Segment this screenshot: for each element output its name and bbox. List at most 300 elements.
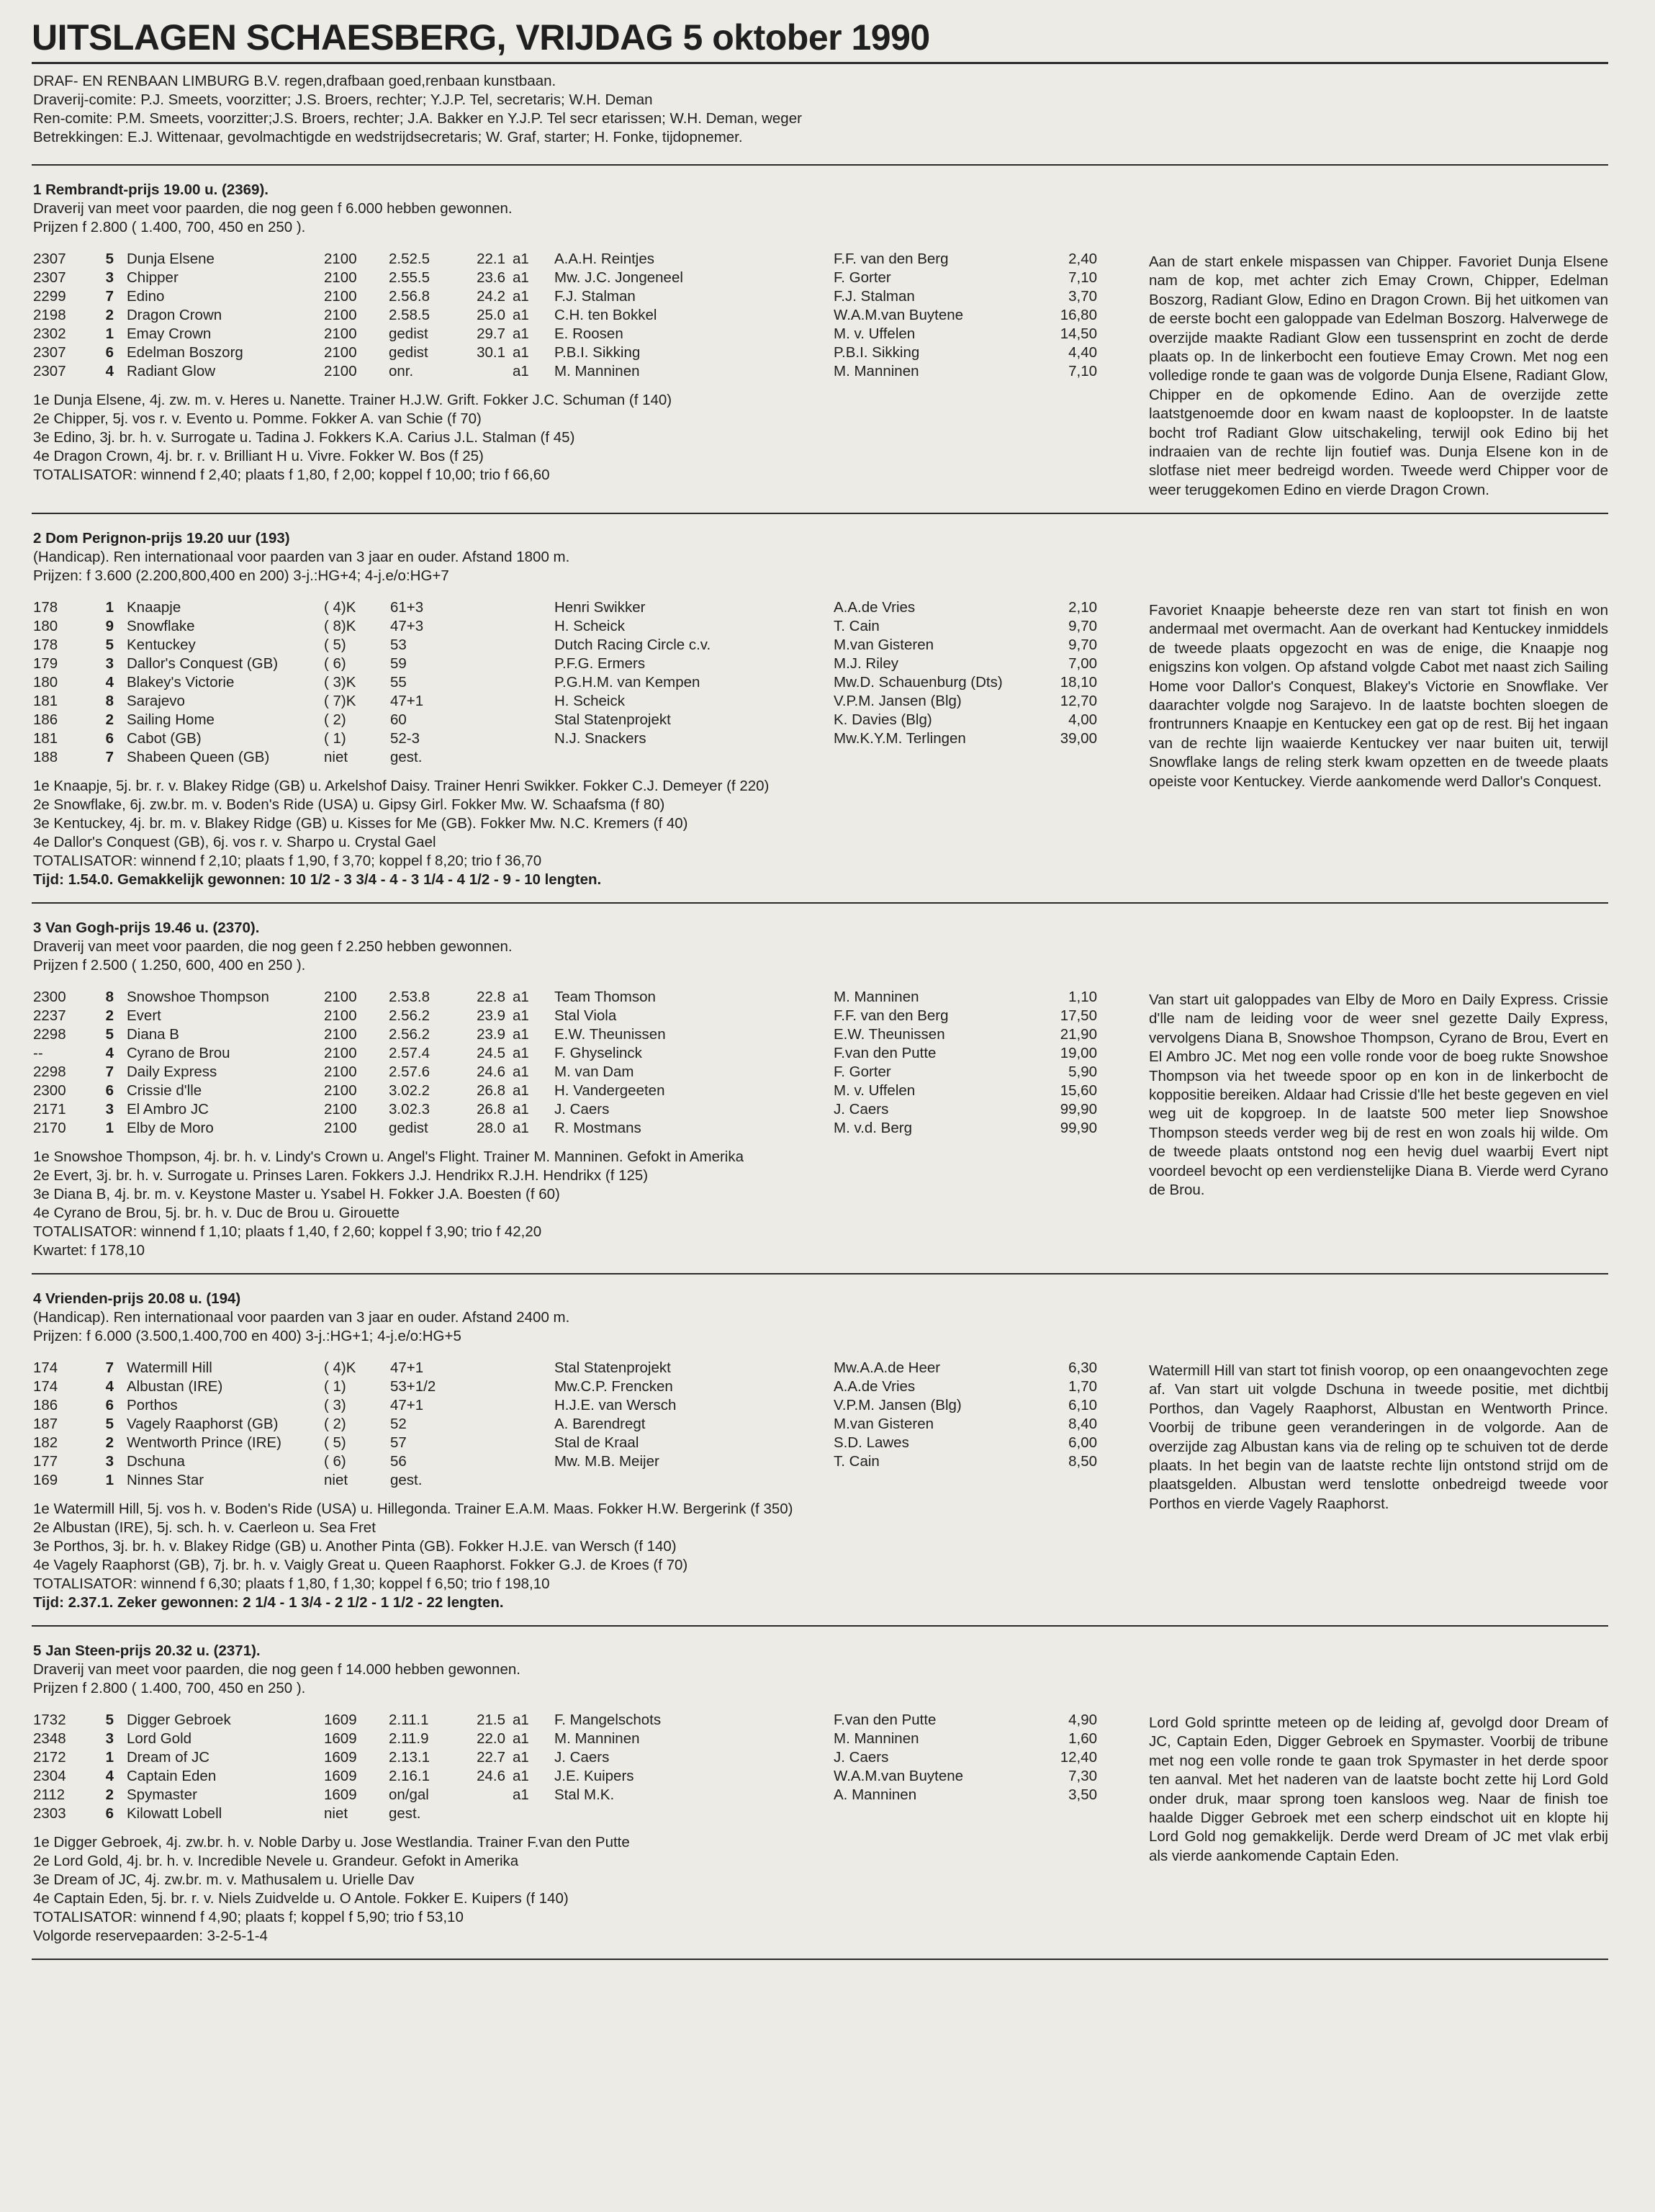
entry-cell: Diana B bbox=[127, 1026, 179, 1043]
race-conditions: Prijzen f 2.800 ( 1.400, 700, 450 en 250 ). bbox=[33, 219, 306, 235]
entry-cell: P.G.H.M. van Kempen bbox=[554, 674, 700, 691]
entry-cell: 2100 bbox=[324, 1101, 357, 1118]
entry-cell: a1 bbox=[513, 269, 529, 286]
entry-cell: J. Caers bbox=[554, 1101, 610, 1118]
entry-cell: H. Scheick bbox=[554, 693, 625, 709]
entry-cell: 2100 bbox=[324, 344, 357, 361]
entry-cell: 22.8 bbox=[477, 989, 505, 1005]
race-title: 5 Jan Steen-prijs 20.32 u. (2371). bbox=[33, 1642, 261, 1659]
entry-cell: 180 bbox=[33, 674, 58, 691]
entry-cell: a1 bbox=[513, 1712, 529, 1728]
entry-cell: 24.2 bbox=[477, 288, 505, 305]
entry-cell: ( 1) bbox=[324, 1378, 346, 1395]
entry-cell: 4 bbox=[105, 674, 114, 691]
result-line: 4e Dragon Crown, 4j. br. r. v. Brilliant H u. Vivre. Fokker W. Bos (f 25) bbox=[33, 448, 484, 464]
entry-cell: M. van Dam bbox=[554, 1064, 634, 1080]
section-divider bbox=[32, 513, 1608, 514]
entry-cell: Albustan (IRE) bbox=[127, 1378, 223, 1395]
entry-cell: 1 bbox=[105, 325, 114, 342]
result-line: 2e Evert, 3j. br. h. v. Surrogate u. Prinses Laren. Fokkers J.J. Hendrikx R.J.H. Hendrikx (f 125) bbox=[33, 1167, 649, 1184]
entry-cell: 15,60 bbox=[1060, 1082, 1097, 1099]
entry-cell: niet bbox=[324, 749, 348, 765]
entry-cell: 2100 bbox=[324, 1026, 357, 1043]
entry-cell: 26.8 bbox=[477, 1082, 505, 1099]
entry-cell: A.A.de Vries bbox=[834, 1378, 916, 1395]
entry-cell: a1 bbox=[513, 1082, 529, 1099]
entry-cell: 2300 bbox=[33, 1082, 66, 1099]
entry-cell: 6 bbox=[105, 1082, 114, 1099]
entry-cell: F.F. van den Berg bbox=[834, 251, 949, 267]
entry-cell: 3 bbox=[105, 1730, 114, 1747]
entry-cell: A.A.H. Reintjes bbox=[554, 251, 654, 267]
entry-cell: 12,70 bbox=[1060, 693, 1097, 709]
entry-cell: 2100 bbox=[324, 288, 357, 305]
entry-cell: 23.6 bbox=[477, 269, 505, 286]
section-divider bbox=[32, 1625, 1608, 1627]
entry-cell: 2.11.9 bbox=[389, 1730, 429, 1747]
entry-cell: 2100 bbox=[324, 1082, 357, 1099]
result-line: 4e Cyrano de Brou, 5j. br. h. v. Duc de Brou u. Girouette bbox=[33, 1205, 400, 1221]
entry-cell: W.A.M.van Buytene bbox=[834, 1768, 964, 1784]
result-line: TOTALISATOR: winnend f 6,30; plaats f 1,80, f 1,30; koppel f 6,50; trio f 198,10 bbox=[33, 1575, 550, 1592]
entry-cell: a1 bbox=[513, 344, 529, 361]
entry-cell: 29.7 bbox=[477, 325, 505, 342]
entry-cell: gedist bbox=[389, 1120, 428, 1136]
entry-cell: Sailing Home bbox=[127, 711, 215, 728]
section-divider bbox=[32, 1273, 1608, 1274]
entry-cell: 4,00 bbox=[1068, 711, 1097, 728]
entry-cell: 2.58.5 bbox=[389, 307, 430, 323]
entry-cell: 5 bbox=[105, 1712, 114, 1728]
entry-cell: H. Scheick bbox=[554, 618, 625, 634]
entry-cell: 2.13.1 bbox=[389, 1749, 430, 1766]
entry-cell: Blakey's Victorie bbox=[127, 674, 235, 691]
entry-cell: 19,00 bbox=[1060, 1045, 1097, 1061]
entry-cell: 6 bbox=[105, 1805, 114, 1822]
result-line: Kwartet: f 178,10 bbox=[33, 1242, 145, 1259]
entry-cell: Dunja Elsene bbox=[127, 251, 215, 267]
entry-cell: S.D. Lawes bbox=[834, 1434, 909, 1451]
entry-cell: Mw.A.A.de Heer bbox=[834, 1359, 941, 1376]
entry-cell: Stal Statenprojekt bbox=[554, 1359, 671, 1376]
entry-cell: 9,70 bbox=[1068, 618, 1097, 634]
entry-cell: J. Caers bbox=[554, 1749, 610, 1766]
result-line: 4e Dallor's Conquest (GB), 6j. vos r. v. Sharpo u. Crystal Gael bbox=[33, 834, 436, 850]
entry-cell: 8,50 bbox=[1068, 1453, 1097, 1470]
entry-cell: Lord Gold bbox=[127, 1730, 192, 1747]
entry-cell: 2.56.8 bbox=[389, 288, 430, 305]
entry-cell: ( 8)K bbox=[324, 618, 356, 634]
entry-cell: 24.6 bbox=[477, 1064, 505, 1080]
entry-cell: 2.53.8 bbox=[389, 989, 430, 1005]
entry-cell: 23.9 bbox=[477, 1007, 505, 1024]
entry-cell: 2300 bbox=[33, 989, 66, 1005]
entry-cell: 52 bbox=[390, 1416, 407, 1432]
entry-cell: 7,10 bbox=[1068, 269, 1097, 286]
race-report: Favoriet Knaapje beheerste deze ren van start tot finish en won andermaal met overmacht. Aan de overkant had Kentuckey inmiddels de tweede plaats opgezocht en was de enige, die Knaapje nog enigszins kon volgen. Op afstand volgde Cabot met naast zich Sailing Home voor Dallor's Conquest, Blakey's Victorie en Snowflake. Ver daarachter volgde nog Sarajevo. In de laatste bochten sloegen de frontrunners Knaapje en Kentuckey een gat op de rest. Bij het ingaan van de rechte lijn waaierde Kentuckey ver naar buiten uit, terwijl Snowflake langs de reling sterk kwam opzetten en de tweede plaats opeiste voor Kentuckey. Vierde aankomende werd Dallor's Conquest. bbox=[1149, 602, 1608, 790]
entry-cell: 9 bbox=[105, 618, 114, 634]
entry-cell: 3,70 bbox=[1068, 288, 1097, 305]
entry-cell: F.J. Stalman bbox=[834, 288, 915, 305]
entry-cell: Dragon Crown bbox=[127, 307, 222, 323]
entry-cell: N.J. Snackers bbox=[554, 730, 646, 747]
entry-cell: 2100 bbox=[324, 307, 357, 323]
entry-cell: 2 bbox=[105, 307, 114, 323]
entry-cell: Digger Gebroek bbox=[127, 1712, 231, 1728]
entry-cell: 47+1 bbox=[390, 1397, 424, 1413]
entry-cell: M. Manninen bbox=[834, 363, 919, 379]
entry-cell: Porthos bbox=[127, 1397, 178, 1413]
entry-cell: M. Manninen bbox=[554, 363, 640, 379]
entry-cell: 59 bbox=[390, 655, 407, 672]
entry-cell: 47+1 bbox=[390, 693, 424, 709]
entry-cell: a1 bbox=[513, 1007, 529, 1024]
entry-cell: 2100 bbox=[324, 1007, 357, 1024]
entry-cell: 2307 bbox=[33, 251, 66, 267]
entry-cell: a1 bbox=[513, 989, 529, 1005]
result-line: TOTALISATOR: winnend f 2,40; plaats f 1,80, f 2,00; koppel f 10,00; trio f 66,60 bbox=[33, 467, 550, 483]
result-line: TOTALISATOR: winnend f 4,90; plaats f; koppel f 5,90; trio f 53,10 bbox=[33, 1909, 464, 1925]
entry-cell: 2.57.6 bbox=[389, 1064, 430, 1080]
entry-cell: Ninnes Star bbox=[127, 1472, 204, 1488]
entry-cell: 174 bbox=[33, 1378, 58, 1395]
entry-cell: F.van den Putte bbox=[834, 1045, 937, 1061]
entry-cell: 2198 bbox=[33, 307, 66, 323]
entry-cell: 2100 bbox=[324, 269, 357, 286]
entry-cell: a1 bbox=[513, 1786, 529, 1803]
entry-cell: 1609 bbox=[324, 1786, 357, 1803]
race-title: 4 Vrienden-prijs 20.08 u. (194) bbox=[33, 1290, 241, 1307]
entry-cell: 5,90 bbox=[1068, 1064, 1097, 1080]
result-line: 1e Snowshoe Thompson, 4j. br. h. v. Lindy's Crown u. Angel's Flight. Trainer M. Manninen. Gefokt in Amerika bbox=[33, 1148, 744, 1165]
entry-cell: 6,00 bbox=[1068, 1434, 1097, 1451]
entry-cell: 2100 bbox=[324, 251, 357, 267]
entry-cell: 1 bbox=[105, 599, 114, 616]
entry-cell: 2.52.5 bbox=[389, 251, 430, 267]
entry-cell: M. Manninen bbox=[834, 989, 919, 1005]
entry-cell: 174 bbox=[33, 1359, 58, 1376]
entry-cell: 6,10 bbox=[1068, 1397, 1097, 1413]
entry-cell: 4 bbox=[105, 1045, 114, 1061]
result-line: 2e Albustan (IRE), 5j. sch. h. v. Caerleon u. Sea Fret bbox=[33, 1519, 376, 1536]
entry-cell: Edino bbox=[127, 288, 165, 305]
entry-cell: 180 bbox=[33, 618, 58, 634]
race-report: Van start uit galoppades van Elby de Moro en Daily Express. Crissie d'lle nam de leiding voor de weer snel gezette Daily Express, vervolgens Diana B, Snowshoe Thompson, Cyrano de Brou, Evert en El Ambro JC. Met nog een volle ronde voor de boeg rukte Snowshoe Thompson via het tweede spoor op en kon in de linkerbocht de koppositie bereiken. Aldaar had Crissie d'lle het beste gegeven en viel weg uit de kopgroep. In de laatste 500 meter liep Snowshoe Thompson steeds verder weg bij de rest en won zoals hij wilde. Om de tweede plaats ontstond nog een hevig duel waarbij Evert nipt voordeel bevocht op een verdienstelijke Diana B. Vierde werd Cyrano de Brou. bbox=[1149, 992, 1608, 1199]
entry-cell: 2 bbox=[105, 1434, 114, 1451]
entry-cell: 22.1 bbox=[477, 251, 505, 267]
entry-cell: E.W. Theunissen bbox=[834, 1026, 945, 1043]
bottom-rule bbox=[32, 1959, 1608, 1960]
entry-cell: 3 bbox=[105, 269, 114, 286]
entry-cell: 6,30 bbox=[1068, 1359, 1097, 1376]
entry-cell: V.P.M. Jansen (Blg) bbox=[834, 1397, 962, 1413]
entry-cell: 9,70 bbox=[1068, 637, 1097, 653]
entry-cell: Evert bbox=[127, 1007, 161, 1024]
entry-cell: 5 bbox=[105, 251, 114, 267]
entry-cell: 2 bbox=[105, 1007, 114, 1024]
entry-cell: M. Manninen bbox=[834, 1730, 919, 1747]
entry-cell: 21,90 bbox=[1060, 1026, 1097, 1043]
entry-cell: 177 bbox=[33, 1453, 58, 1470]
result-line: 1e Digger Gebroek, 4j. zw.br. h. v. Noble Darby u. Jose Westlandia. Trainer F.van den Putte bbox=[33, 1834, 630, 1851]
entry-cell: 1,70 bbox=[1068, 1378, 1097, 1395]
entry-cell: Knaapje bbox=[127, 599, 181, 616]
entry-cell: M.J. Riley bbox=[834, 655, 898, 672]
entry-cell: 5 bbox=[105, 1026, 114, 1043]
entry-cell: M. v. Uffelen bbox=[834, 1082, 916, 1099]
entry-cell: J. Caers bbox=[834, 1101, 889, 1118]
entry-cell: 16,80 bbox=[1060, 307, 1097, 323]
entry-cell: 30.1 bbox=[477, 344, 505, 361]
entry-cell: 7,00 bbox=[1068, 655, 1097, 672]
entry-cell: 186 bbox=[33, 1397, 58, 1413]
entry-cell: T. Cain bbox=[834, 1453, 880, 1470]
entry-cell: 14,50 bbox=[1060, 325, 1097, 342]
entry-cell: H. Vandergeeten bbox=[554, 1082, 665, 1099]
result-line: 3e Porthos, 3j. br. h. v. Blakey Ridge (GB) u. Another Pinta (GB). Fokker H.J.E. van Wersch (f 140) bbox=[33, 1538, 677, 1555]
entry-cell: ( 4)K bbox=[324, 1359, 356, 1376]
entry-cell: A. Barendregt bbox=[554, 1416, 646, 1432]
entry-cell: 2100 bbox=[324, 989, 357, 1005]
entry-cell: Vagely Raaphorst (GB) bbox=[127, 1416, 279, 1432]
entry-cell: 56 bbox=[390, 1453, 407, 1470]
entry-cell: A.A.de Vries bbox=[834, 599, 916, 616]
entry-cell: Mw. J.C. Jongeneel bbox=[554, 269, 683, 286]
entry-cell: 39,00 bbox=[1060, 730, 1097, 747]
entry-cell: 181 bbox=[33, 693, 58, 709]
result-line: 2e Chipper, 5j. vos r. v. Evento u. Pomme. Fokker A. van Schie (f 70) bbox=[33, 410, 482, 427]
entry-cell: onr. bbox=[389, 363, 414, 379]
entry-cell: a1 bbox=[513, 1064, 529, 1080]
race-conditions: (Handicap). Ren internationaal voor paarden van 3 jaar en ouder. Afstand 1800 m. bbox=[33, 549, 570, 565]
result-line: 4e Vagely Raaphorst (GB), 7j. br. h. v. Vaigly Great u. Queen Raaphorst. Fokker G.J. de Kroes (f 70) bbox=[33, 1557, 688, 1573]
entry-cell: Mw.K.Y.M. Terlingen bbox=[834, 730, 966, 747]
entry-cell: 55 bbox=[390, 674, 407, 691]
entry-cell: 169 bbox=[33, 1472, 58, 1488]
entry-cell: 1609 bbox=[324, 1712, 357, 1728]
entry-cell: J. Caers bbox=[834, 1749, 889, 1766]
entry-cell: 99,90 bbox=[1060, 1101, 1097, 1118]
entry-cell: 3,50 bbox=[1068, 1786, 1097, 1803]
entry-cell: 53 bbox=[390, 637, 407, 653]
race-conditions: Prijzen f 2.500 ( 1.250, 600, 400 en 250 ). bbox=[33, 957, 306, 974]
entry-cell: gest. bbox=[390, 1472, 423, 1488]
entry-cell: a1 bbox=[513, 251, 529, 267]
entry-cell: 2307 bbox=[33, 344, 66, 361]
entry-cell: Elby de Moro bbox=[127, 1120, 214, 1136]
entry-cell: M. v.d. Berg bbox=[834, 1120, 912, 1136]
entry-cell: ( 6) bbox=[324, 655, 346, 672]
result-line: 1e Knaapje, 5j. br. r. v. Blakey Ridge (GB) u. Arkelshof Daisy. Trainer Henri Swikker. Fokker C.J. Demeyer (f 220) bbox=[33, 778, 770, 794]
entry-cell: 2304 bbox=[33, 1768, 66, 1784]
entry-cell: gest. bbox=[390, 749, 423, 765]
entry-cell: 17,50 bbox=[1060, 1007, 1097, 1024]
entry-cell: 2.56.2 bbox=[389, 1007, 430, 1024]
result-line: TOTALISATOR: winnend f 2,10; plaats f 1,90, f 3,70; koppel f 8,20; trio f 36,70 bbox=[33, 853, 542, 869]
entry-cell: 2100 bbox=[324, 1045, 357, 1061]
entry-cell: ( 4)K bbox=[324, 599, 356, 616]
entry-cell: 187 bbox=[33, 1416, 58, 1432]
result-line: 3e Kentuckey, 4j. br. m. v. Blakey Ridge (GB) u. Kisses for Me (GB). Fokker Mw. N.C. Kremers (f 40) bbox=[33, 815, 688, 832]
result-line: 2e Snowflake, 6j. zw.br. m. v. Boden's Ride (USA) u. Gipsy Girl. Fokker Mw. W. Schaafsma (f 80) bbox=[33, 796, 665, 813]
race-conditions: Prijzen f 2.800 ( 1.400, 700, 450 en 250 ). bbox=[33, 1680, 306, 1696]
entry-cell: El Ambro JC bbox=[127, 1101, 209, 1118]
entry-cell: 2307 bbox=[33, 363, 66, 379]
entry-cell: a1 bbox=[513, 1730, 529, 1747]
entry-cell: 26.8 bbox=[477, 1101, 505, 1118]
result-line: 3e Edino, 3j. br. h. v. Surrogate u. Tadina J. Fokkers K.A. Carius J.L. Stalman (f 45) bbox=[33, 429, 575, 446]
entry-cell: 2170 bbox=[33, 1120, 66, 1136]
section-divider bbox=[32, 164, 1608, 166]
entry-cell: a1 bbox=[513, 1101, 529, 1118]
entry-cell: Dschuna bbox=[127, 1453, 185, 1470]
entry-cell: Snowflake bbox=[127, 618, 195, 634]
entry-cell: 57 bbox=[390, 1434, 407, 1451]
entry-cell: 2299 bbox=[33, 288, 66, 305]
entry-cell: 1 bbox=[105, 1472, 114, 1488]
result-line: TOTALISATOR: winnend f 1,10; plaats f 1,40, f 2,60; koppel f 3,90; trio f 42,20 bbox=[33, 1223, 542, 1240]
entry-cell: M. v. Uffelen bbox=[834, 325, 916, 342]
entry-cell: M.van Gisteren bbox=[834, 637, 934, 653]
entry-cell: F. Gorter bbox=[834, 269, 891, 286]
entry-cell: 24.5 bbox=[477, 1045, 505, 1061]
entry-cell: 18,10 bbox=[1060, 674, 1097, 691]
entry-cell: 2172 bbox=[33, 1749, 66, 1766]
entry-cell: ( 5) bbox=[324, 637, 346, 653]
entry-cell: 2,40 bbox=[1068, 251, 1097, 267]
entry-cell: -- bbox=[33, 1045, 43, 1061]
entry-cell: 8 bbox=[105, 989, 114, 1005]
entry-cell: 7,30 bbox=[1068, 1768, 1097, 1784]
entry-cell: a1 bbox=[513, 1045, 529, 1061]
entry-cell: 6 bbox=[105, 1397, 114, 1413]
entry-cell: a1 bbox=[513, 363, 529, 379]
entry-cell: 2303 bbox=[33, 1805, 66, 1822]
entry-cell: Kentuckey bbox=[127, 637, 196, 653]
entry-cell: T. Cain bbox=[834, 618, 880, 634]
entry-cell: Stal M.K. bbox=[554, 1786, 615, 1803]
entry-cell: 12,40 bbox=[1060, 1749, 1097, 1766]
entry-cell: Chipper bbox=[127, 269, 179, 286]
entry-cell: 23.9 bbox=[477, 1026, 505, 1043]
entry-cell: a1 bbox=[513, 1026, 529, 1043]
entry-cell: ( 6) bbox=[324, 1453, 346, 1470]
entry-cell: Stal Viola bbox=[554, 1007, 617, 1024]
entry-cell: 2 bbox=[105, 711, 114, 728]
entry-cell: 1,60 bbox=[1068, 1730, 1097, 1747]
entry-cell: ( 7)K bbox=[324, 693, 356, 709]
entry-cell: 2100 bbox=[324, 325, 357, 342]
entry-cell: ( 2) bbox=[324, 1416, 346, 1432]
result-line: Volgorde reservepaarden: 3-2-5-1-4 bbox=[33, 1928, 268, 1944]
entry-cell: 4 bbox=[105, 1378, 114, 1395]
race-title: 1 Rembrandt-prijs 19.00 u. (2369). bbox=[33, 181, 269, 198]
race-title: 3 Van Gogh-prijs 19.46 u. (2370). bbox=[33, 920, 260, 936]
entry-cell: 7 bbox=[105, 1359, 114, 1376]
time-line: Tijd: 1.54.0. Gemakkelijk gewonnen: 10 1/2 - 3 3/4 - 4 - 3 1/4 - 4 1/2 - 9 - 10 lengten. bbox=[33, 871, 602, 888]
entry-cell: Stal Statenprojekt bbox=[554, 711, 671, 728]
entry-cell: 2.55.5 bbox=[389, 269, 430, 286]
entry-cell: Mw.D. Schauenburg (Dts) bbox=[834, 674, 1003, 691]
entry-cell: 2100 bbox=[324, 1120, 357, 1136]
entry-cell: 2307 bbox=[33, 269, 66, 286]
race-report: Watermill Hill van start tot finish voorop, op een onaangevochten zege af. Van start uit volgde Dschuna in tweede positie, met dichtbij Porthos, dan Vagely Raaphorst, Albustan en Wentworth Prince. Voorbij de tribune geen veranderingen in de volgorde. Aan de overzijde zag Albustan kans via de reling op te schuiven tot de derde plaats. In het begin van de laatste rechte lijn ontstond strijd om de plaatsgelden. Albustan werd tenslotte onbedreigd tweede voor Porthos en vierde Vagely Raaphorst. bbox=[1149, 1362, 1608, 1512]
entry-cell: Radiant Glow bbox=[127, 363, 216, 379]
entry-cell: 52-3 bbox=[390, 730, 420, 747]
intro-line: Betrekkingen: E.J. Wittenaar, gevolmachtigde en wedstrijdsecretaris; W. Graf, starter; H. Fonke, tijdopnemer. bbox=[33, 129, 743, 145]
entry-cell: 2100 bbox=[324, 1064, 357, 1080]
entry-cell: Cyrano de Brou bbox=[127, 1045, 230, 1061]
entry-cell: 186 bbox=[33, 711, 58, 728]
entry-cell: 178 bbox=[33, 599, 58, 616]
entry-cell: F.J. Stalman bbox=[554, 288, 636, 305]
entry-cell: Henri Swikker bbox=[554, 599, 646, 616]
time-line: Tijd: 2.37.1. Zeker gewonnen: 2 1/4 - 1 3/4 - 2 1/2 - 1 1/2 - 22 lengten. bbox=[33, 1594, 504, 1611]
entry-cell: a1 bbox=[513, 1749, 529, 1766]
entry-cell: Mw. M.B. Meijer bbox=[554, 1453, 659, 1470]
entry-cell: Wentworth Prince (IRE) bbox=[127, 1434, 281, 1451]
result-line: 2e Lord Gold, 4j. br. h. v. Incredible Nevele u. Grandeur. Gefokt in Amerika bbox=[33, 1853, 519, 1869]
entry-cell: ( 2) bbox=[324, 711, 346, 728]
entry-cell: niet bbox=[324, 1472, 348, 1488]
entry-cell: Cabot (GB) bbox=[127, 730, 202, 747]
intro-line: Ren-comite: P.M. Smeets, voorzitter;J.S. Broers, rechter; J.A. Bakker en Y.J.P. Tel secr etarissen; W.H. Deman, weger bbox=[33, 110, 802, 127]
entry-cell: 47+3 bbox=[390, 618, 424, 634]
entry-cell: 3 bbox=[105, 1101, 114, 1118]
entry-cell: gest. bbox=[389, 1805, 421, 1822]
entry-cell: 1609 bbox=[324, 1749, 357, 1766]
entry-cell: 53+1/2 bbox=[390, 1378, 436, 1395]
section-divider bbox=[32, 902, 1608, 904]
entry-cell: 61+3 bbox=[390, 599, 424, 616]
entry-cell: a1 bbox=[513, 307, 529, 323]
entry-cell: Daily Express bbox=[127, 1064, 217, 1080]
entry-cell: 1609 bbox=[324, 1768, 357, 1784]
entry-cell: F. Mangelschots bbox=[554, 1712, 662, 1728]
entry-cell: a1 bbox=[513, 288, 529, 305]
entry-cell: 47+1 bbox=[390, 1359, 424, 1376]
result-line: 1e Dunja Elsene, 4j. zw. m. v. Heres u. Nanette. Trainer H.J.W. Grift. Fokker J.C. Schuman (f 140) bbox=[33, 392, 672, 408]
entry-cell: 22.7 bbox=[477, 1749, 505, 1766]
entry-cell: P.F.G. Ermers bbox=[554, 655, 646, 672]
entry-cell: W.A.M.van Buytene bbox=[834, 307, 964, 323]
entry-cell: F. Ghyselinck bbox=[554, 1045, 642, 1061]
entry-cell: 2.56.2 bbox=[389, 1026, 430, 1043]
entry-cell: Crissie d'lle bbox=[127, 1082, 202, 1099]
entry-cell: 6 bbox=[105, 344, 114, 361]
entry-cell: 2171 bbox=[33, 1101, 66, 1118]
entry-cell: 3 bbox=[105, 1453, 114, 1470]
result-line: 3e Dream of JC, 4j. zw.br. m. v. Mathusalem u. Urielle Dav bbox=[33, 1871, 415, 1888]
entry-cell: 24.6 bbox=[477, 1768, 505, 1784]
entry-cell: 2100 bbox=[324, 363, 357, 379]
entry-cell: P.B.I. Sikking bbox=[554, 344, 641, 361]
race-title: 2 Dom Perignon-prijs 19.20 uur (193) bbox=[33, 530, 290, 547]
entry-cell: Edelman Boszorg bbox=[127, 344, 243, 361]
entry-cell: 181 bbox=[33, 730, 58, 747]
race-report: Lord Gold sprintte meteen op de leiding af, gevolgd door Dream of JC, Captain Eden, Digger Gebroek en Spymaster. Voorbij de tribune met nog een volle ronde te gaan trok Spymaster in het derde spoor ten aanval. Met het naderen van de laatste bocht zette hij Lord Gold onder druk, maar sprong toen kansloos weg. Naar de finish toe haalde Digger Gebroek met een scherp eindschot uit en klopte hij Lord Gold nog gemakkelijk. Derde werd Dream of JC met vlak erbij als vierde aankomende Captain Eden. bbox=[1149, 1714, 1608, 1864]
intro-line: DRAF- EN RENBAAN LIMBURG B.V. regen,drafbaan goed,renbaan kunstbaan. bbox=[33, 73, 556, 89]
result-line: 4e Captain Eden, 5j. br. r. v. Niels Zuidvelde u. O Antole. Fokker E. Kuipers (f 140) bbox=[33, 1890, 569, 1907]
entry-cell: 7 bbox=[105, 749, 114, 765]
entry-cell: 4 bbox=[105, 1768, 114, 1784]
entry-cell: ( 3) bbox=[324, 1397, 346, 1413]
entry-cell: Sarajevo bbox=[127, 693, 185, 709]
page-headline: UITSLAGEN SCHAESBERG, VRIJDAG 5 oktober 1990 bbox=[32, 17, 930, 58]
entry-cell: 7 bbox=[105, 1064, 114, 1080]
entry-cell: 2298 bbox=[33, 1064, 66, 1080]
entry-cell: 179 bbox=[33, 655, 58, 672]
